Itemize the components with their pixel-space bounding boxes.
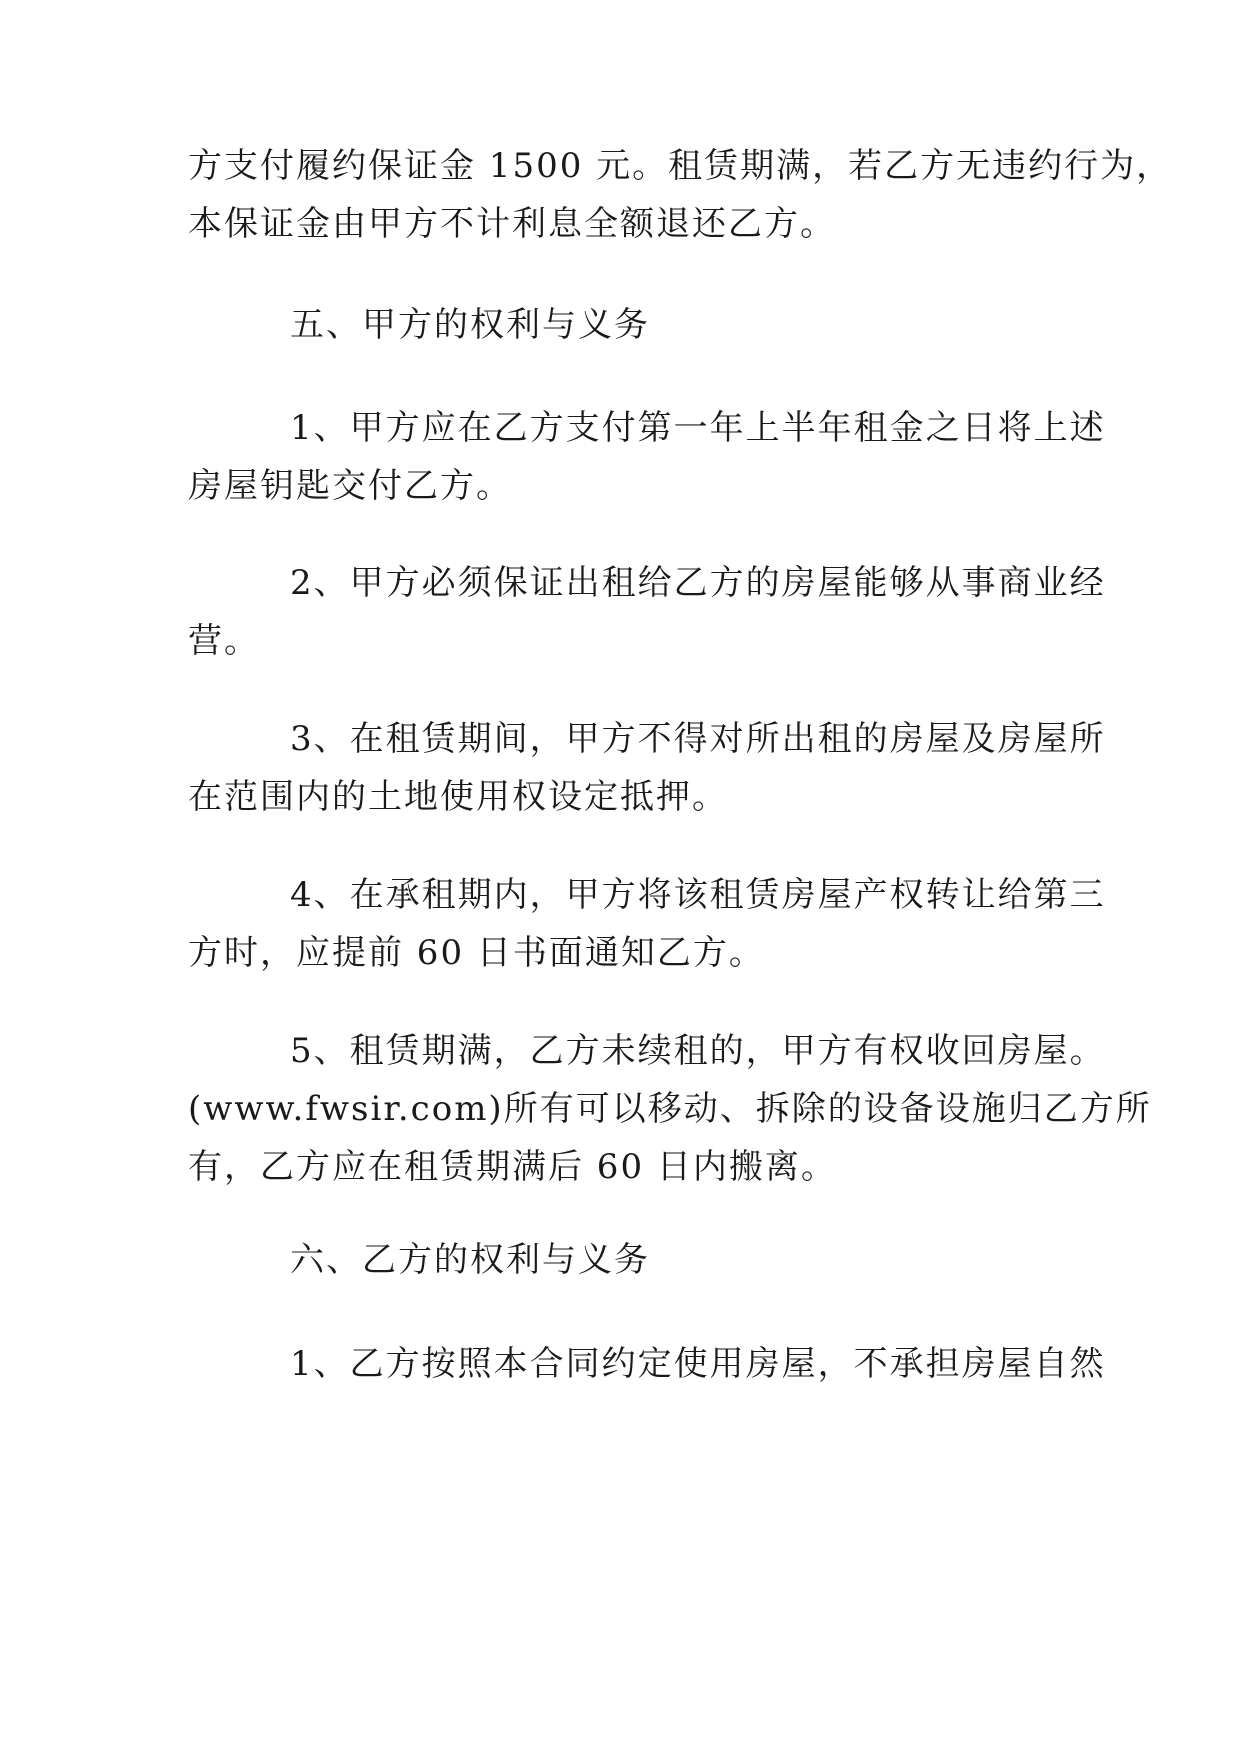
clause-a-1 <box>188 399 1106 515</box>
heading-text: 六、乙方的权利与义务 <box>290 1240 650 1280</box>
text-line: 有，乙方应在租赁期满后 60 日内搬离。 <box>188 1147 837 1187</box>
section-heading-party-a <box>188 296 1060 354</box>
paragraph-deposit-continued <box>188 137 1173 253</box>
text-line: 4、在承租期内，甲方将该租赁房屋产权转让给第三 <box>290 875 1106 915</box>
text-line: 方时，应提前 60 日书面通知乙方。 <box>188 933 765 973</box>
section-heading-party-b <box>188 1231 1060 1289</box>
clause-a-2 <box>188 554 1106 670</box>
clause-a-4 <box>188 866 1106 982</box>
text-line: 1、乙方按照本合同约定使用房屋，不承担房屋自然 <box>290 1344 1106 1384</box>
text-line: 1、甲方应在乙方支付第一年上半年租金之日将上述 <box>290 408 1106 448</box>
text-line: 2、甲方必须保证出租给乙方的房屋能够从事商业经 <box>290 563 1106 603</box>
text-line: 营。 <box>188 621 260 661</box>
heading-text: 五、甲方的权利与义务 <box>290 305 650 345</box>
text-line: 房屋钥匙交付乙方。 <box>188 466 512 506</box>
clause-b-1 <box>188 1335 1106 1393</box>
clause-a-3 <box>188 710 1106 826</box>
text-line: 3、在租赁期间，甲方不得对所出租的房屋及房屋所 <box>290 719 1106 759</box>
text-line: 在范围内的土地使用权设定抵押。 <box>188 777 728 817</box>
text-line: (www.fwsir.com)所有可以移动、拆除的设备设施归乙方所 <box>188 1089 1152 1129</box>
text-line: 5、租赁期满，乙方未续租的，甲方有权收回房屋。 <box>290 1031 1106 1071</box>
text-line: 本保证金由甲方不计利息全额退还乙方。 <box>188 204 836 244</box>
clause-a-5 <box>188 1022 1152 1196</box>
text-line: 方支付履约保证金 1500 元。租赁期满，若乙方无违约行为， <box>188 146 1173 186</box>
